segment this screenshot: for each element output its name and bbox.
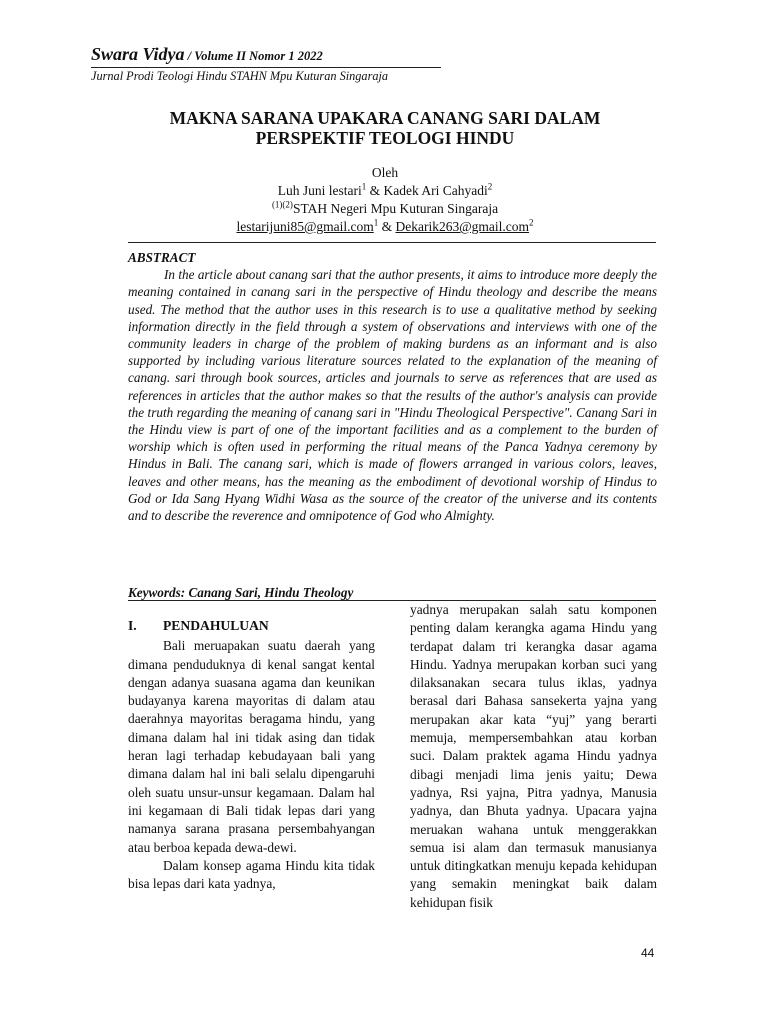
affiliation-sup: (1)(2) bbox=[271, 199, 293, 210]
author-1-sup: 1 bbox=[361, 181, 367, 192]
author-names bbox=[100, 182, 670, 200]
left-column bbox=[128, 617, 375, 893]
email-line bbox=[100, 218, 670, 236]
author-2: Kadek Ari Cahyadi bbox=[383, 183, 488, 198]
author-1: Luh Juni lestari bbox=[277, 183, 362, 198]
paragraph-2: Dalam konsep agama Hindu kita tidak bisa lepas dari kata yadnya, bbox=[128, 857, 375, 892]
journal-name: Swara Vidya bbox=[91, 44, 185, 64]
section-number: I. bbox=[128, 618, 137, 633]
paragraph-3: yadnya merupakan salah satu komponen penting dalam kerangka agama Hindu yang terdapat dalam tri kerangka dasar agama Hindu. Yadnya merupakan korban suci yang dilaksanakan secara tulus iklas, yadnya berasal dari Bahasa sansekerta yajna yang merupakan akar kata “yuj” yang berarti memuja, mempersembahkan atau korban suci. Dalam praktek agama Hindu yadnya dibagi menjadi lima jenis yaitu; Dewa yadnya, Rsi yajna, Pitra yadnya, Manusia yadnya, dan Bhuta yadnya. Upacara yajna meruakan wahana untuk menggerakkan semua isi alam dan termasuk manusianya untuk ditingkatkan menuju kepada kehidupan yang semakin meningkat baik dalam kehidupan fisik bbox=[410, 602, 657, 910]
by-label: Oleh bbox=[371, 165, 399, 180]
abstract-section bbox=[128, 249, 657, 524]
affiliation: STAH Negeri Mpu Kuturan Singaraja bbox=[292, 201, 499, 216]
section-heading bbox=[128, 617, 375, 635]
divider-top bbox=[128, 242, 656, 243]
email-link-2[interactable]: Dekarik263@gmail.com bbox=[395, 219, 530, 234]
article-title bbox=[100, 108, 670, 148]
page-number: 44 bbox=[641, 946, 655, 960]
email-link-1[interactable]: lestarijuni85@gmail.com bbox=[236, 219, 374, 234]
title-line-1: MAKNA SARANA UPAKARA CANANG SARI DALAM bbox=[169, 108, 601, 128]
affiliation-line bbox=[100, 200, 670, 218]
author-2-sup: 2 bbox=[487, 181, 493, 192]
title-line-2: PERSPEKTIF TEOLOGI HINDU bbox=[255, 128, 515, 148]
author-block bbox=[100, 164, 670, 236]
paragraph-1: Bali meruapakan suatu daerah yang dimana penduduknya di kenal sangat kental dengan adanya suasana agama dan keunikan budayanya karena mayoritas di dalam atau daerahnya mayoritas beragama hindu, yang dimana dalam hal ini tidak asing dan tidak heran lagi terhadap kebudayaan bali yang dimana dalam hal ini bali selalu dipengaruhi oleh suatu unsur-unsur kegamaan. Dalam hal ini kegamaan di Bali tidak lepas dari yang namanya sarana prasana persembahyangan atau berboa kepada dewa-dewi. bbox=[128, 638, 375, 855]
journal-volume: / Volume II Nomor 1 2022 bbox=[184, 49, 323, 63]
journal-title-line bbox=[91, 44, 441, 68]
abstract-body: In the article about canang sari that the author presents, it aims to introduce more deeply the meaning contained in canang sari in the perspective of Hindu theology and describe the means used. The method that the author uses in this research is to use a qualitative method by seeking information directly in the field through a system of observations and interviews with one of the community leaders in charge of the problem of making burdens as an informant and is also supported by including various literature sources related to the explanation of the meaning of canang. sari through book sources, articles and journals to serve as references that are used as references in articles that the author makes so that the results of the author's analysis can provide the truth regarding the meaning of canang sari in "Hindu Theological Perspective". Canang Sari in the Hindu view is part of one of the important facilities and as a complement to the burden of worship which is often used in performing the ritual means of the Panca Yadnya ceremony by Hindus in Bali. The canang sari, which is made of flowers arranged in various colors, leaves, leaves and other means, has the meaning as the embodiment of devotional worship of Hindus to God or Ida Sang Hyang Widhi Wasa as the source of the creator of the universe and its contents and to describe the reverence and omnipotence of God who Almighty. bbox=[128, 267, 657, 524]
right-column bbox=[410, 601, 657, 912]
abstract-heading: ABSTRACT bbox=[128, 250, 196, 265]
journal-header bbox=[91, 44, 441, 84]
keywords: Keywords: Canang Sari, Hindu Theology bbox=[128, 585, 354, 600]
email-separator: & bbox=[378, 219, 396, 234]
journal-subtitle: Jurnal Prodi Teologi Hindu STAHN Mpu Kuturan Singaraja bbox=[91, 69, 389, 83]
email-1-sup: 1 bbox=[373, 217, 379, 228]
email-2-sup: 2 bbox=[529, 217, 534, 228]
author-separator: & bbox=[366, 183, 384, 198]
section-title: PENDAHULUAN bbox=[163, 618, 269, 633]
